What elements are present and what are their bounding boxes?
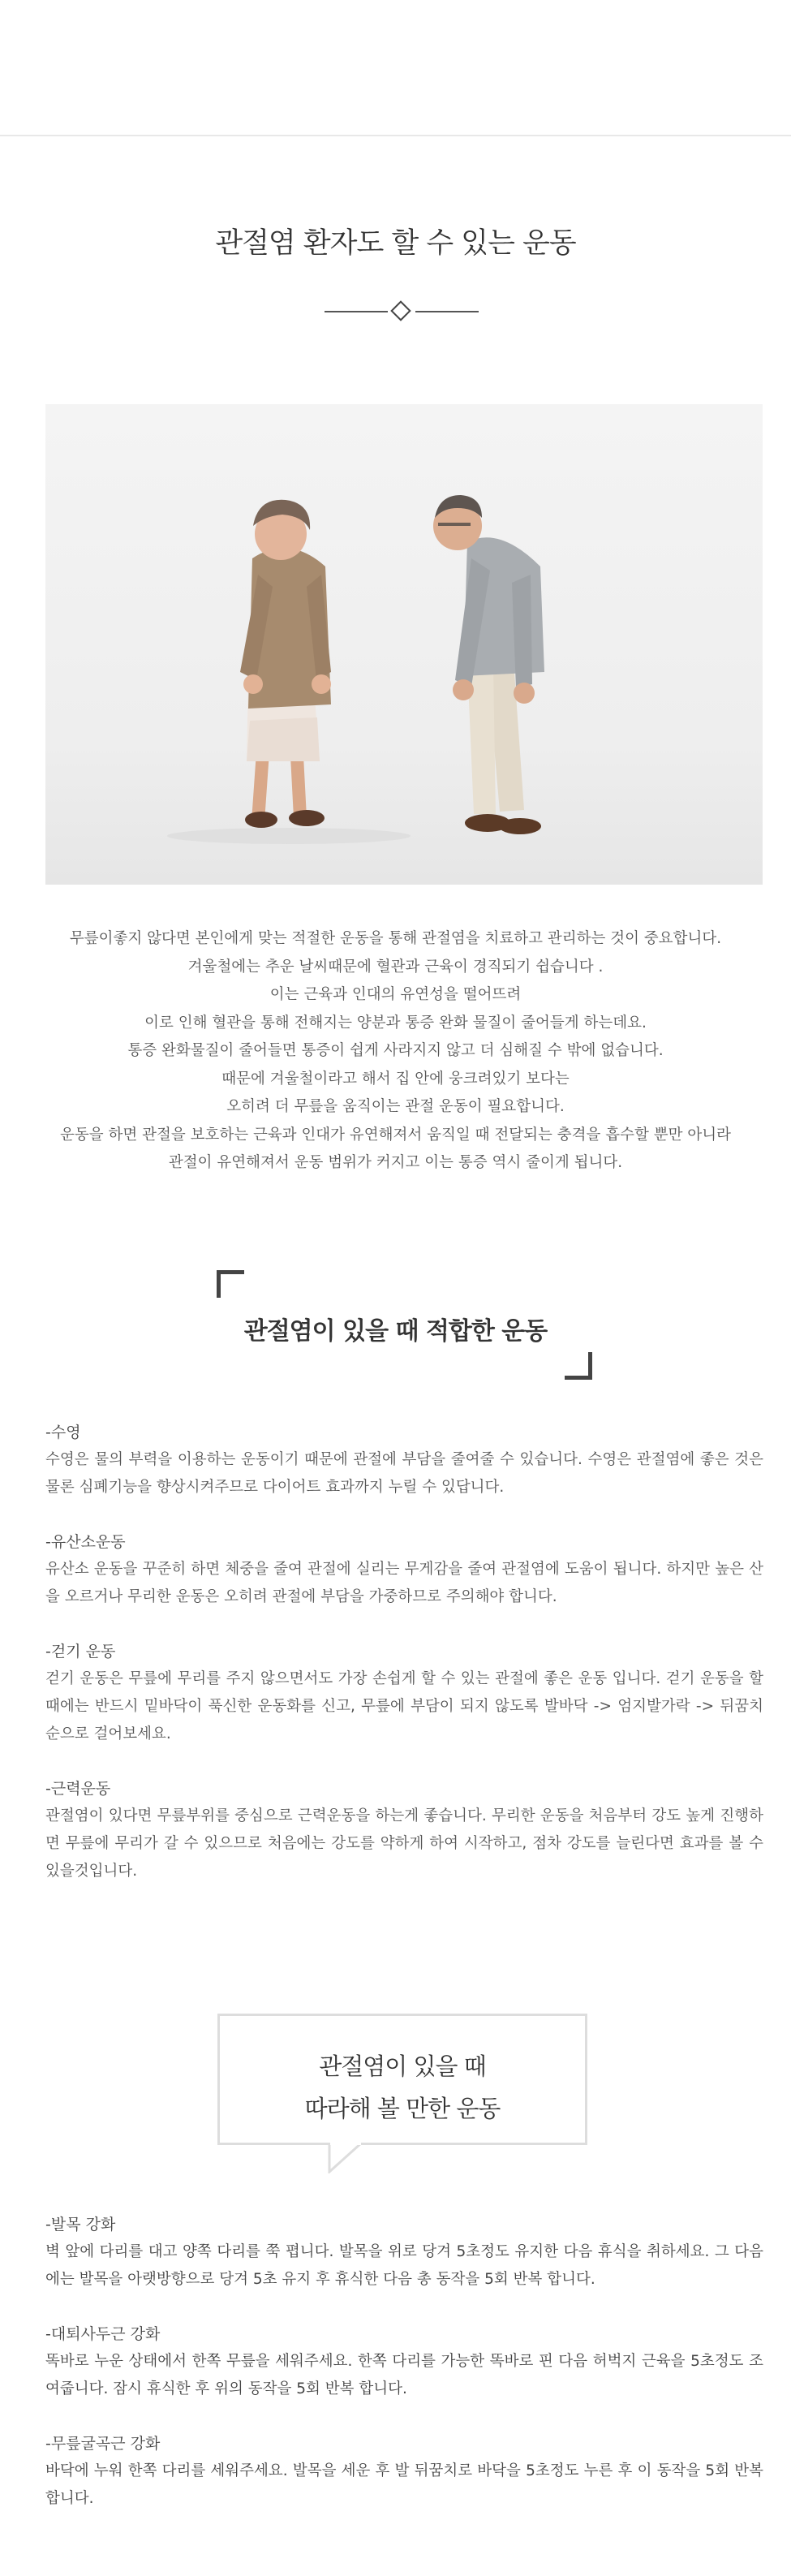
- exercise-title: -유산소운동: [45, 1533, 126, 1551]
- exercise-title: -수영: [45, 1424, 81, 1441]
- exercise-item: [45, 1528, 763, 1611]
- section-heading: 관절염이 있을 때 적합한 운동: [243, 1317, 548, 1346]
- speech-bubble-heading: [217, 2014, 587, 2145]
- header-bar: [0, 0, 791, 136]
- exercise-title: -발목 강화: [45, 2216, 116, 2234]
- intro-line: 관절이 유연해져서 운동 범위가 커지고 이는 통증 역시 줄이게 됩니다.: [168, 1154, 623, 1171]
- exercise-item: [45, 1775, 763, 1885]
- speech-bubble-tail-icon: [328, 2143, 363, 2173]
- intro-line: 운동을 하면 관절을 보호하는 근육과 인대가 유연해져서 움직일 때 전달되는 충격을 흡수할 뿐만 아니라: [59, 1126, 732, 1144]
- exercise-description: 걷기 운동은 무릎에 무리를 주지 않으면서도 가장 손쉽게 할 수 있는 관절에 좋은 운동 입니다. 걷기 운동을 할 때에는 반드시 밑바닥이 푹신한 운동화를 신고, 무릎에 부담이 되지 않도록 발바닥 -> 엄지발가락 -> 뒤꿈치 순으로 걸어보세요.: [45, 1670, 763, 1742]
- exercise-title: -근력운동: [45, 1780, 111, 1798]
- hero-photo: [45, 404, 763, 885]
- exercise-description: 수영은 물의 부력을 이용하는 운동이기 때문에 관절에 부담을 줄여줄 수 있습니다. 수영은 관절염에 좋은 것은 물론 심폐기능을 향상시켜주므로 다이어트 효과까지 누릴 수 있답니다.: [45, 1451, 763, 1496]
- exercise-title: -무릎굴곡근 강화: [45, 2435, 161, 2453]
- intro-line: 때문에 겨울철이라고 해서 집 안에 웅크려있기 보다는: [221, 1070, 570, 1088]
- divider-line-right: [415, 311, 479, 312]
- exercise-description: 똑바로 누운 상태에서 한쪽 무릎을 세워주세요. 한쪽 다리를 가능한 똑바로 핀 다음 허벅지 근육을 5초정도 조여줍니다. 잠시 휴식한 후 위의 동작을 5회 반복 합니다.: [45, 2353, 763, 2397]
- intro-line: 이로 인해 혈관을 통해 전해지는 양분과 통증 완화 물질이 줄어들게 하는데요.: [144, 1014, 647, 1032]
- exercise-description: 바닥에 누워 한쪽 다리를 세워주세요. 발목을 세운 후 발 뒤꿈치로 바닥을 5초정도 누른 후 이 동작을 5회 반복 합니다.: [45, 2462, 763, 2507]
- exercise-item: [45, 2211, 763, 2294]
- elderly-couple-illustration: [45, 404, 763, 885]
- bubble-heading-line: 관절염이 있을 때: [319, 2053, 486, 2080]
- exercise-description: 관절염이 있다면 무릎부위를 중심으로 근력운동을 하는게 좋습니다. 무리한 운동을 처음부터 강도 높게 진행하면 무릎에 무리가 갈 수 있으므로 처음에는 강도를 약하게 하여 시작하고, 점차 강도를 늘린다면 효과를 볼 수 있을것입니다.: [45, 1807, 763, 1880]
- intro-line: 무릎이좋지 않다면 본인에게 맞는 적절한 운동을 통해 관절염을 치료하고 관리하는 것이 중요합니다.: [69, 930, 722, 947]
- exercise-item: [45, 2320, 763, 2403]
- follow-along-list: [45, 2211, 763, 2539]
- exercise-description: 유산소 운동을 꾸준히 하면 체중을 줄여 관절에 실리는 무게감을 줄여 관절염에 도움이 됩니다. 하지만 높은 산을 오르거나 무리한 운동은 오히려 관절에 부담을 가중하므로 주의해야 합니다.: [45, 1561, 763, 1605]
- exercise-description: 벽 앞에 다리를 대고 양쪽 다리를 쭉 폅니다. 발목을 위로 당겨 5초정도 유지한 다음 휴식을 취하세요. 그 다음에는 발목을 아랫방향으로 당겨 5초 유지 후 휴식한 다음 총 동작을 5회 반복 합니다.: [45, 2243, 763, 2288]
- exercise-item: [45, 1419, 763, 1501]
- diamond-icon: [390, 300, 411, 321]
- intro-text: [32, 925, 759, 1178]
- divider-line-left: [325, 311, 388, 312]
- exercise-title: -걷기 운동: [45, 1643, 116, 1661]
- exercise-title: -대퇴사두근 강화: [45, 2325, 161, 2343]
- title-divider: [325, 299, 479, 323]
- intro-line: 오히려 더 무릎을 움직이는 관절 운동이 필요합니다.: [226, 1098, 565, 1115]
- bubble-heading-line: 따라해 볼 만한 운동: [304, 2095, 501, 2122]
- exercise-item: [45, 2430, 763, 2513]
- exercise-list: [45, 1419, 763, 1912]
- intro-line: 통증 완화물질이 줄어들면 통증이 쉽게 사라지지 않고 더 심해질 수 밖에 없습니다.: [127, 1042, 664, 1059]
- woman-figure: [240, 500, 331, 828]
- intro-line: 이는 근육과 인대의 유연성을 떨어뜨려: [269, 986, 522, 1003]
- page-title: 관절염 환자도 할 수 있는 운동: [215, 227, 576, 260]
- corner-bracket-icon: [217, 1270, 244, 1298]
- intro-line: 겨울철에는 추운 날씨때문에 혈관과 근육이 경직되기 쉽습니다 .: [187, 958, 604, 976]
- exercise-item: [45, 1638, 763, 1748]
- corner-bracket-icon: [565, 1352, 592, 1380]
- man-figure: [433, 495, 544, 834]
